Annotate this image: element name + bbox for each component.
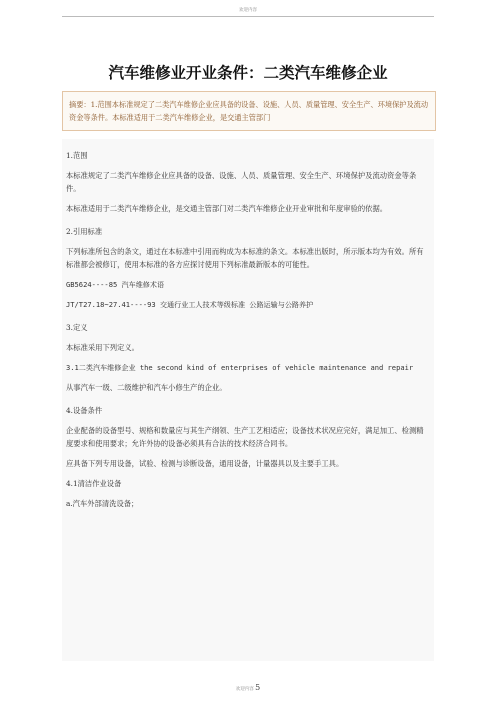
abstract-box: 摘要：1.范围本标准规定了二类汽车维修企业应具备的设备、设施、人员、质量管理、安全生产、环境保护及流动资金等条件。本标准适用于二类汽车维修企业，是交通主管部门 [62,91,436,131]
document-body [62,139,434,661]
subsection-heading: 4.1清洁作业设备 [66,479,122,488]
section-heading: 1.范围 [66,151,88,160]
section-heading: 2.引用标准 [66,227,103,236]
reference-item: GB5624----85 汽车维修术语 [66,280,165,289]
paragraph: 本标准规定了二类汽车维修企业应具备的设备、设施、人员、质量管理、安全生产、环境保护及流动资金等条件。 [66,171,417,193]
paragraph: 下列标准所包含的条文，通过在本标准中引用而构成为本标准的条文。本标准出版时，所示版本均为有效。所有标准都会被修订，使用本标准的各方应探讨使用下列标准最新版本的可能性。 [66,247,424,269]
paragraph: 企业配备的设备型号、规格和数量应与其生产纲领、生产工艺相适应；设备技术状况应完好，满足加工、检测精度要求和使用要求；允许外协的设备必须具有合法的技术经济合同书。 [66,426,424,448]
paragraph: 本标准适用于二类汽车维修企业，是交通主管部门对二类汽车维修企业开业审批和年度审验的依据。 [66,204,388,213]
page-footer [0,683,496,692]
paragraph: 从事汽车一级、二级维护和汽车小修生产的企业。 [66,383,227,392]
section-heading: 4.设备条件 [66,406,103,415]
page-number: 5 [255,683,261,692]
list-item: a.汽车外部清洗设备； [66,499,139,508]
reference-item: JT/T27.18~27.41----93 交通行业工人技术等级标准 公路运输与公路养护 [66,300,314,309]
footer-label: 欢迎内容 [235,687,254,692]
definition: 3.1二类汽车维修企业 the second kind of enterprises of vehicle maintenance and repair [66,363,414,372]
section-heading: 3.定义 [66,323,88,332]
document-title: 汽车维修业开业条件：二类汽车维修企业 [108,64,388,82]
header-divider [62,16,434,17]
paragraph: 应具备下列专用设备，试验、检测与诊断设备，通用设备，计量器具以及主要手工具。 [66,459,344,468]
paragraph: 本标准采用下列定义。 [66,343,139,352]
page-header: 欢迎内容 [239,8,257,13]
